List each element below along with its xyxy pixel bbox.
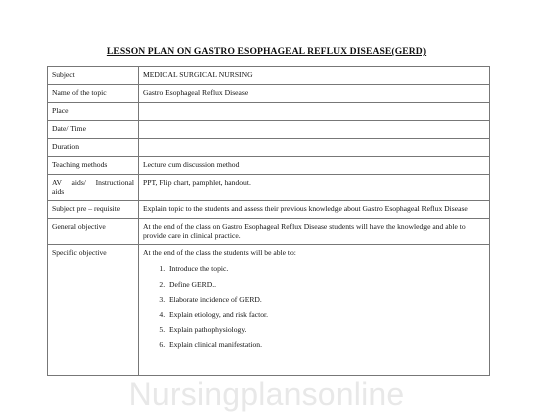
list-item: 3. Elaborate incidence of GERD. <box>167 295 485 304</box>
table-row <box>48 67 490 85</box>
table-row <box>48 244 490 375</box>
table-row <box>48 85 490 103</box>
table-row <box>48 218 490 244</box>
row-value-topic: Gastro Esophageal Reflux Disease <box>139 85 490 103</box>
row-label-duration: Duration <box>48 139 139 157</box>
row-value-duration <box>139 139 490 157</box>
lesson-plan-table <box>47 66 490 376</box>
list-item: 6. Explain clinical manifestation. <box>167 340 485 349</box>
av-aids-label-line1: AV aids/ Instructional <box>52 178 134 187</box>
table-row <box>48 121 490 139</box>
row-value-date-time <box>139 121 490 139</box>
list-item: 5. Explain pathophysiology. <box>167 325 485 334</box>
row-label-place: Place <box>48 103 139 121</box>
row-label-topic: Name of the topic <box>48 85 139 103</box>
row-value-place <box>139 103 490 121</box>
watermark: Nursingplansonline <box>128 376 405 412</box>
table-row <box>48 103 490 121</box>
table-row <box>48 175 490 201</box>
specific-objective-list <box>143 264 485 349</box>
row-label-subject: Subject <box>48 67 139 85</box>
row-label-prerequisite: Subject pre – requisite <box>48 200 139 218</box>
list-item: 4. Explain etiology, and risk factor. <box>167 310 485 319</box>
row-value-general-objective: At the end of the class on Gastro Esophageal Reflux Disease students will have the knowledge and able to provide care in clinical practice. <box>139 218 490 244</box>
row-label-av-aids <box>48 175 139 201</box>
document-title: LESSON PLAN ON GASTRO ESOPHAGEAL REFLUX DISEASE(GERD) <box>106 46 427 57</box>
specific-objective-intro: At the end of the class the students will be able to: <box>143 247 296 257</box>
row-label-teaching-methods: Teaching methods <box>48 157 139 175</box>
row-label-general-objective: General objective <box>48 218 139 244</box>
list-item: 2. Define GERD.. <box>167 280 485 289</box>
row-value-av-aids: PPT, Flip chart, pamphlet, handout. <box>139 175 490 201</box>
row-value-teaching-methods: Lecture cum discussion method <box>139 157 490 175</box>
row-value-subject: MEDICAL SURGICAL NURSING <box>139 67 490 85</box>
table-row <box>48 200 490 218</box>
row-value-prerequisite: Explain topic to the students and assess their previous knowledge about Gastro Esophageal Reflux Disease <box>139 200 490 218</box>
table-row <box>48 157 490 175</box>
av-aids-label-line2: aids <box>52 187 65 197</box>
table-row <box>48 139 490 157</box>
row-value-specific-objective <box>139 244 490 375</box>
row-label-specific-objective: Specific objective <box>48 244 139 375</box>
row-label-date-time: Date/ Time <box>48 121 139 139</box>
list-item: 1. Introduce the topic. <box>167 264 485 273</box>
